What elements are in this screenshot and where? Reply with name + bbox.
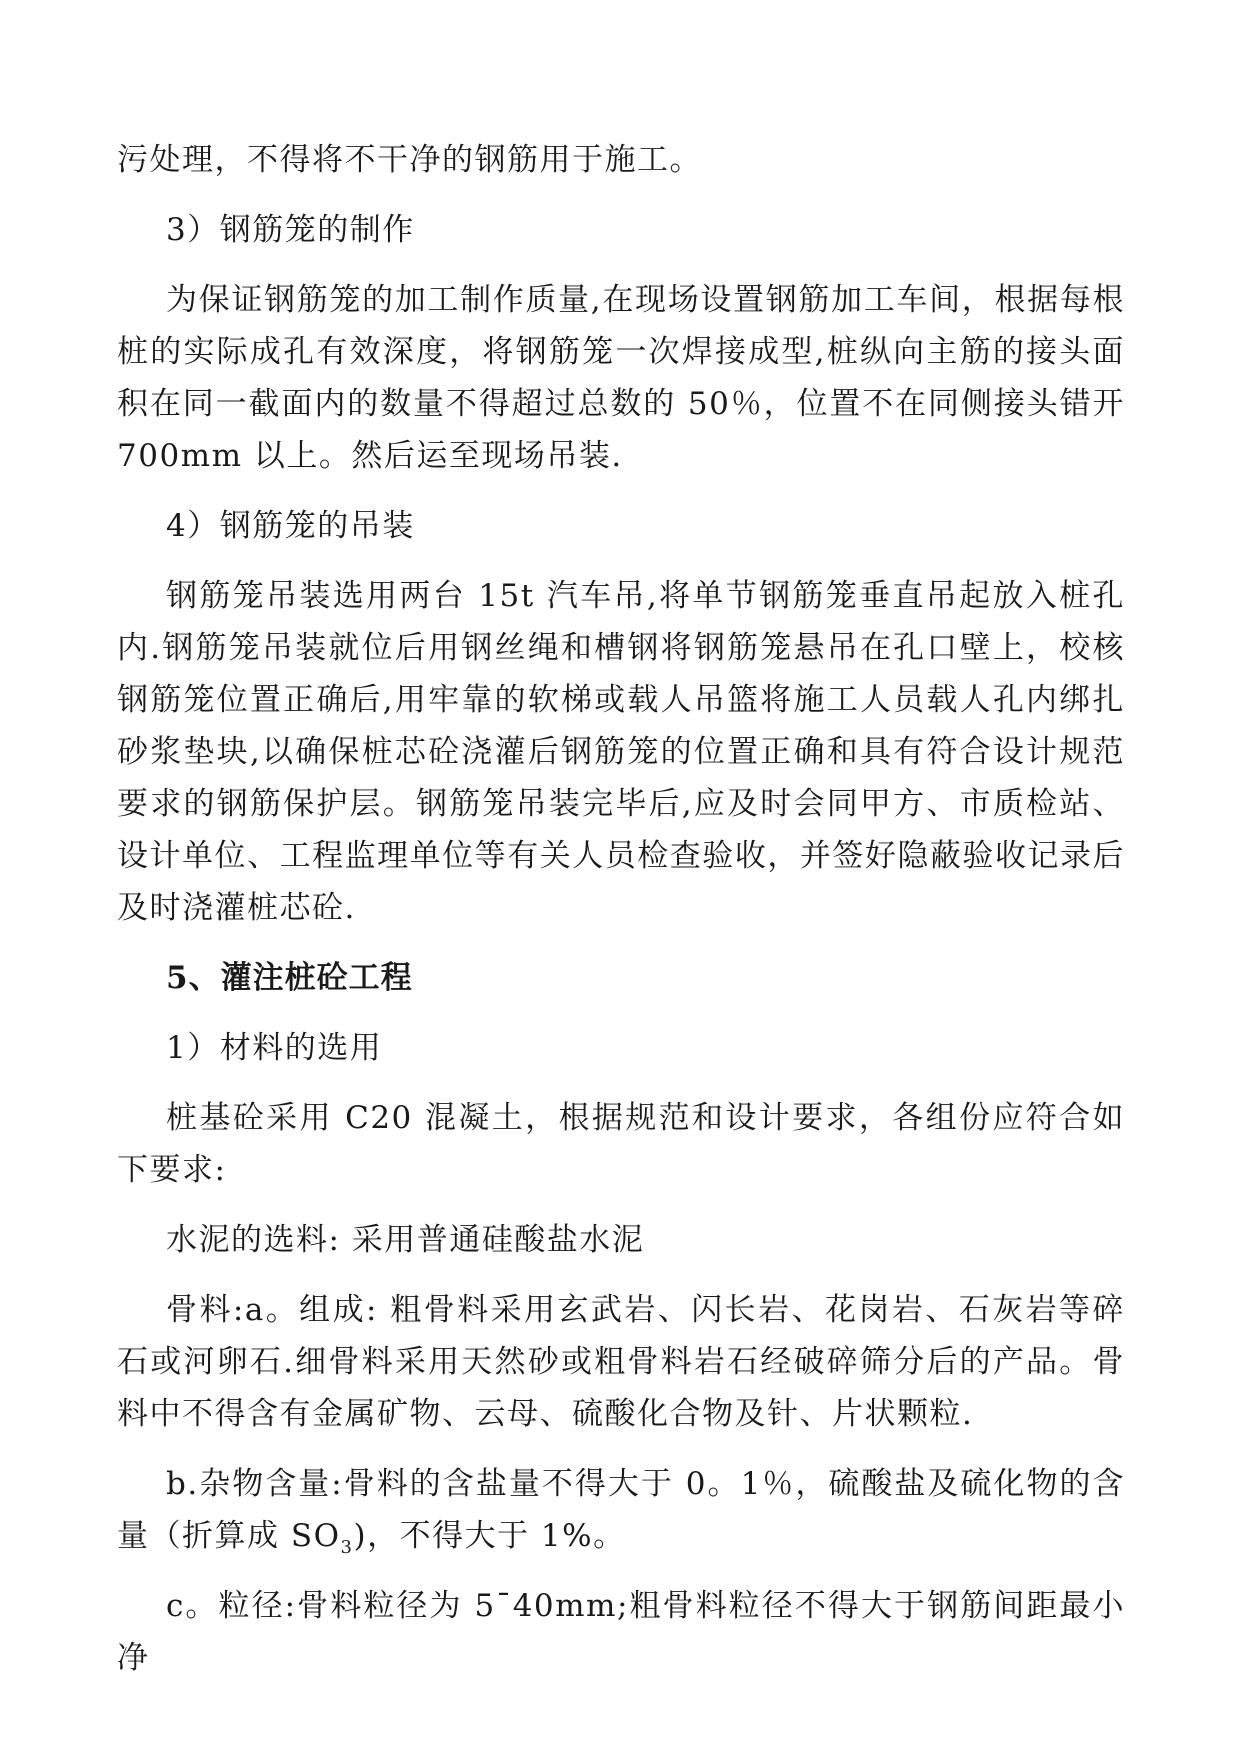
paragraph-cage-fabrication: 为保证钢筋笼的加工制作质量,在现场设置钢筋加工车间，根据每根桩的实际成孔有效深度，将钢筋笼一次焊接成型,桩纵向主筋的接头面积在同一截面内的数量不得超过总数的 50％，位置不在同侧接头错开 700mm 以上。然后运至现场吊装. <box>117 282 1125 474</box>
subheading-cage-fabrication: 3）钢筋笼的制作 <box>166 212 415 248</box>
paragraph-cage-hoisting: 钢筋笼吊装选用两台 15t 汽车吊,将单节钢筋笼垂直吊起放入桩孔内.钢筋笼吊装就位后用钢丝绳和槽钢将钢筋笼悬吊在孔口壁上，校核钢筋笼位置正确后,用牢靠的软梯或载人吊篮将施工人员载人孔内绑扎砂浆垫块,以确保桩芯砼浇灌后钢筋笼的位置正确和具有符合设计规范要求的钢筋保护层。钢筋笼吊装完毕后,应及时会同甲方、市质检站、设计单位、工程监理单位等有关人员检查验收，并签好隐蔽验收记录后及时浇灌桩芯砼. <box>117 578 1125 926</box>
so3-subscript: 3 <box>340 1537 354 1559</box>
subheading-cage-hoisting: 4）钢筋笼的吊装 <box>166 508 415 544</box>
impurity-text-before: b.杂物含量:骨料的含盐量不得大于 0。1％，硫酸盐及硫化物的含量（折算成 SO <box>117 1466 1125 1554</box>
paragraph-particle-size: c。粒径:骨料粒径为 5¯40mm;粗骨料粒径不得大于钢筋间距最小净 <box>117 1588 1125 1676</box>
document-body <box>117 134 1125 1702</box>
paragraph-impurity-content <box>117 1458 1125 1562</box>
paragraph-cement: 水泥的选料: 采用普通硅酸盐水泥 <box>166 1222 645 1258</box>
subheading-material-selection: 1）材料的选用 <box>166 1030 383 1066</box>
paragraph-aggregate-composition: 骨料:a。组成: 粗骨料采用玄武岩、闪长岩、花岗岩、石灰岩等碎石或河卵石.细骨料采用天然砂或粗骨料岩石经破碎筛分后的产品。骨料中不得含有金属矿物、云母、硫酸化合物及针、片状颗粒. <box>117 1292 1125 1432</box>
impurity-text-after: )，不得大于 1%。 <box>353 1518 626 1554</box>
paragraph-concrete-requirements: 桩基砼采用 C20 混凝土，根据规范和设计要求，各组份应符合如下要求: <box>117 1100 1125 1188</box>
paragraph-continuation: 污处理，不得将不干净的钢筋用于施工。 <box>117 142 702 178</box>
section-heading-pile-concrete: 5、灌注桩砼工程 <box>166 960 413 996</box>
